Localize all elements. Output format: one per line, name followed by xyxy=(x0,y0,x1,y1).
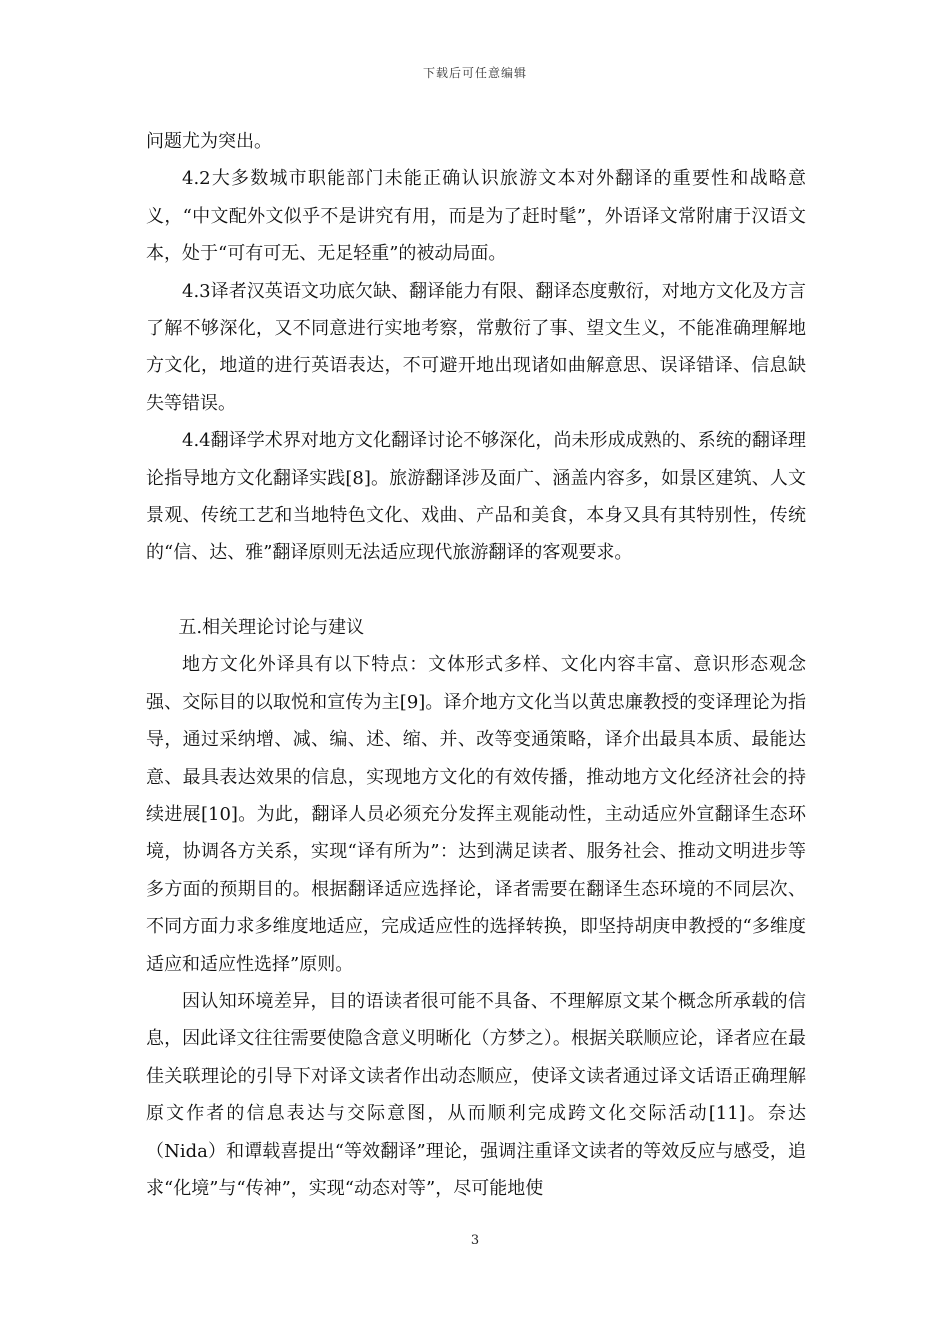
paragraph-continuation: 问题尤为突出。 xyxy=(146,131,272,152)
paragraph-4-3: 4.3译者汉英语文功底欠缺、翻译能力有限、翻译态度敷衍，对地方文化及方言了解不够深化，又不同意进行实地考察，常敷衍了事、望文生义，不能准确理解地方文化，地道的进行英语表达，不可避开地出现诸如曲解意思、误译错译、信息缺失等错误。 xyxy=(146,280,806,414)
document-body xyxy=(146,123,806,1207)
page-number: 3 xyxy=(470,1233,480,1248)
page-header: 下载后可任意编辑 xyxy=(422,66,527,80)
section-spacer xyxy=(146,572,806,609)
paragraph-4-4: 4.4翻译学术界对地方文化翻译讨论不够深化，尚未形成成熟的、系统的翻译理论指导地方文化翻译实践[8]。旅游翻译涉及面广、涵盖内容多，如景区建筑、人文景观、传统工艺和当地特色文化、戏曲、产品和美食，本身又具有其特别性，传统的“信、达、雅”翻译原则无法适应现代旅游翻译的客观要求。 xyxy=(146,430,806,564)
paragraph-4-2: 4.2大多数城市职能部门未能正确认识旅游文本对外翻译的重要性和战略意义，“中文配外文似乎不是讲究有用，而是为了赶时髦”，外语译文常附庸于汉语文本，处于“可有可无、无足轻重”的被动局面。 xyxy=(146,168,806,265)
paragraph-theory-1: 地方文化外译具有以下特点：文体形式多样、文化内容丰富、意识形态观念强、交际目的以取悦和宣传为主[9]。译介地方文化当以黄忠廉教授的变译理论为指导，通过采纳增、减、编、述、缩、并、改等变通策略，译介出最具本质、最能达意、最具表达效果的信息，实现地方文化的有效传播，推动地方文化经济社会的持续进展[10]。为此，翻译人员必须充分发挥主观能动性，主动适应外宣翻译生态环境，协调各方关系，实现“译有所为”：达到满足读者、服务社会、推动文明进步等多方面的预期目的。根据翻译适应选择论，译者需要在翻译生态环境的不同层次、不同方面力求多维度地适应，完成适应性的选择转换，即坚持胡庚申教授的“多维度适应和适应性选择”原则。 xyxy=(146,654,806,975)
section-heading: 五.相关理论讨论与建议 xyxy=(178,616,365,638)
paragraph-theory-2: 因认知环境差异，目的语读者很可能不具备、不理解原文某个概念所承载的信息，因此译文往往需要使隐含意义明晰化（方梦之）。根据关联顺应论，译者应在最佳关联理论的引导下对译文读者作出动态顺应，使译文读者通过译文话语正确理解原文作者的信息表达与交际意图，从而顺利完成跨文化交际活动[11]。奈达（Nida）和谭载喜提出“等效翻译”理论，强调注重译文读者的等效反应与感受，追求“化境”与“传神”，实现“动态对等”，尽可能地使 xyxy=(146,990,806,1199)
